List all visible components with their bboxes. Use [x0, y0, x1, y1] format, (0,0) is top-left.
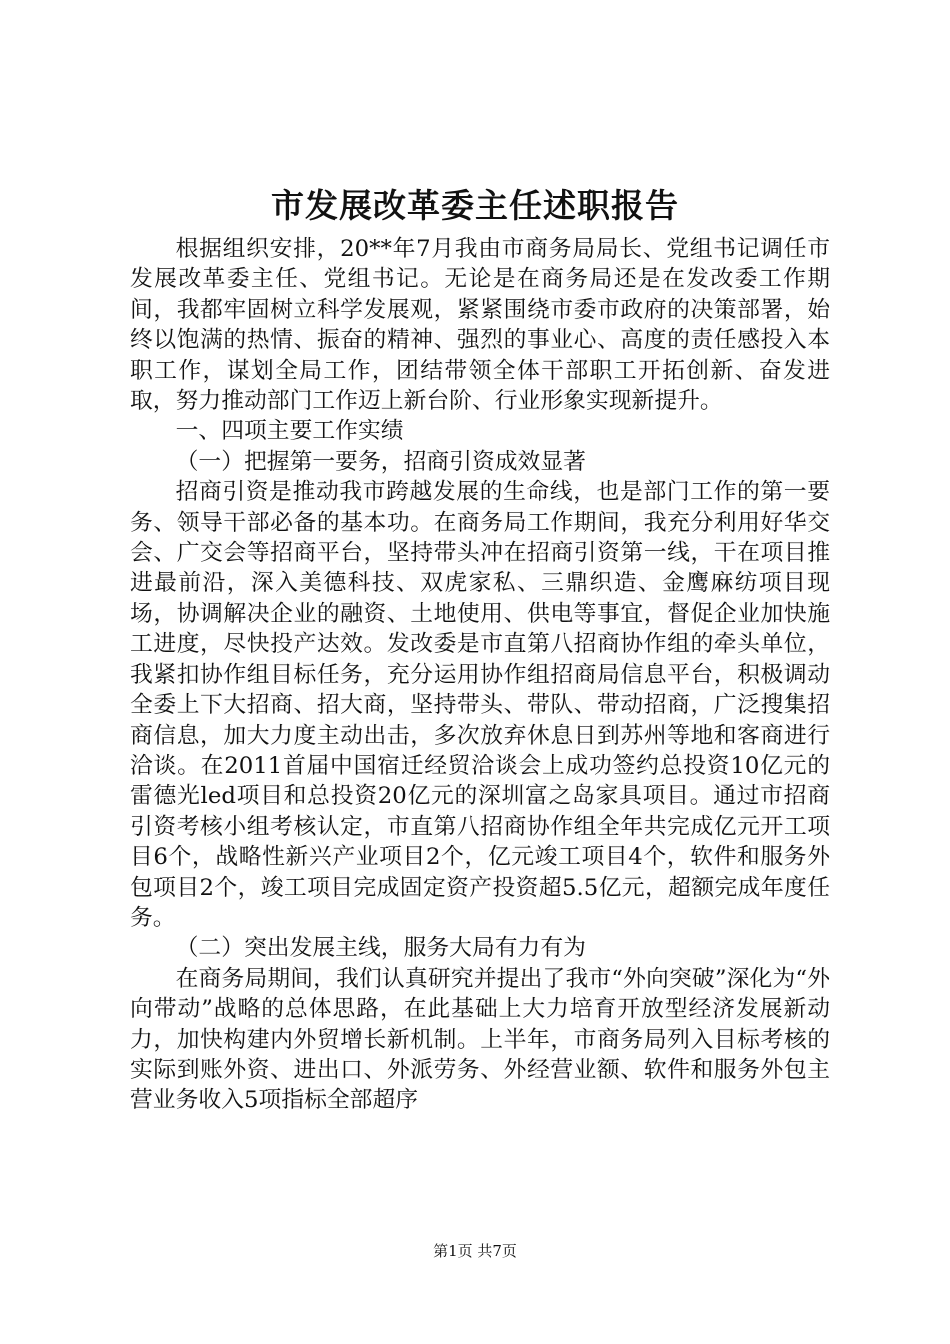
document-title: 市发展改革委主任述职报告 — [271, 186, 679, 225]
commerce-paragraph: 在商务局期间，我们认真研究并提出了我市“外向突破”深化为“外向带动”战略的总体思路，在此基础上大力培育开放型经济发展新动力，加快构建内外贸增长新机制。上半年，市商务局列入目标考核的实际到账外资、进出口、外派劳务、外经营业额、软件和服务外包主营业务收入5项指标全部超序 — [130, 965, 830, 1114]
subsection-heading-1: （一）把握第一要务，招商引资成效显著 — [175, 448, 586, 475]
section-heading: 一、四项主要工作实绩 — [175, 418, 404, 445]
intro-paragraph: 根据组织安排，20**年7月我由市商务局局长、党组书记调任市发展改革委主任、党组书记。无论是在商务局还是在发改委工作期间，我都牢固树立科学发展观，紧紧围绕市委市政府的决策部署，始终以饱满的热情、振奋的精神、强烈的事业心、高度的责任感投入本职工作，谋划全局工作，团结带领全体干部职工开拓创新、奋发进取，努力推动部门工作迈上新台阶、行业形象实现新提升。 — [130, 236, 830, 415]
document-body — [130, 234, 830, 1116]
investment-paragraph: 招商引资是推动我市跨越发展的生命线，也是部门工作的第一要务、领导干部必备的基本功。在商务局工作期间，我充分利用好华交会、广交会等招商平台，坚持带头冲在招商引资第一线，干在项目推进最前沿，深入美德科技、双虎家私、三鼎织造、金鹰麻纺项目现场，协调解决企业的融资、土地使用、供电等事宜，督促企业加快施工进度，尽快投产达效。发改委是市直第八招商协作组的牵头单位，我紧扣协作组目标任务，充分运用协作组招商局信息平台，积极调动全委上下大招商、招大商，坚持带头、带队、带动招商，广泛搜集招商信息，加大力度主动出击，多次放弃休息日到苏州等地和客商进行洽谈。在2011首届中国宿迁经贸洽谈会上成功签约总投资10亿元的雷德光led项目和总投资20亿元的深圳富之岛家具项目。通过市招商引资考核小组考核认定，市直第八招商协作组全年共完成亿元开工项目6个，战略性新兴产业项目2个，亿元竣工项目4个，软件和服务外包项目2个，竣工项目完成固定资产投资超5.5亿元，超额完成年度任务。 — [130, 479, 830, 931]
subsection-heading-2: （二）突出发展主线，服务大局有力有为 — [175, 935, 586, 962]
page-number: 第1页 共7页 — [433, 1242, 517, 1260]
